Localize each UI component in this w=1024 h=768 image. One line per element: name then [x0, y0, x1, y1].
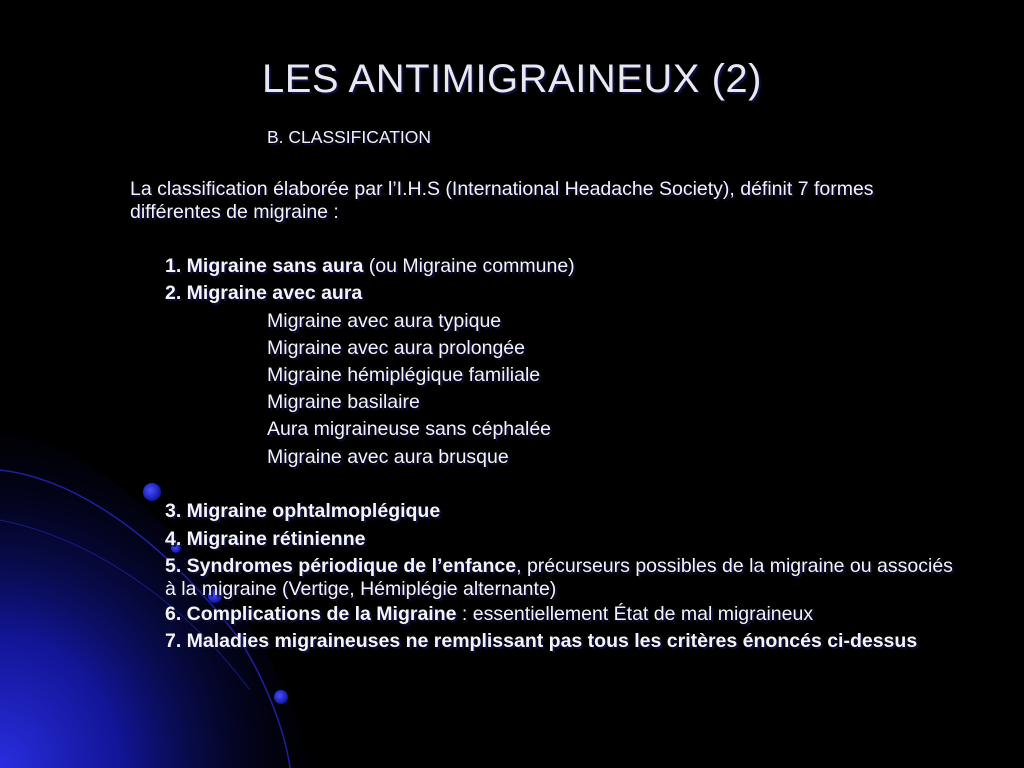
- slide-title: LES ANTIMIGRAINEUX (2): [262, 57, 762, 101]
- list-item-title: 5. Syndromes périodique de l’enfance: [165, 555, 517, 577]
- section-subtitle: B. CLASSIFICATION: [267, 127, 432, 147]
- list-item-detail: , précurseurs possibles de la migraine ou associés à la migraine (Vertige, Hémiplégie alternante): [165, 555, 953, 600]
- list-item: [165, 630, 945, 653]
- list-item: [165, 555, 965, 601]
- list-item: [165, 255, 575, 278]
- list-item: [165, 500, 440, 523]
- sub-list-item: Aura migraineuse sans céphalée: [267, 418, 552, 440]
- list-item: [165, 528, 365, 551]
- list-item: [165, 603, 813, 626]
- list-item-title: 6. Complications de la Migraine: [165, 603, 457, 625]
- list-item-title: 3. Migraine ophtalmoplégique: [165, 500, 441, 522]
- sub-list-item: Migraine basilaire: [267, 391, 420, 413]
- list-item-title: 4. Migraine rétinienne: [165, 528, 366, 550]
- sub-list-item: Migraine avec aura brusque: [267, 446, 509, 468]
- list-item: [165, 282, 362, 305]
- list-item-detail: : essentiellement État de mal migraineux: [456, 603, 814, 625]
- sub-list-item: Migraine hémiplégique familiale: [267, 364, 541, 386]
- list-item-title: 7. Maladies migraineuses ne remplissant pas tous les critères énoncés ci-dessus: [165, 630, 918, 652]
- list-item-title: 2. Migraine avec aura: [165, 282, 363, 304]
- sub-list-item: Migraine avec aura prolongée: [267, 337, 525, 359]
- intro-paragraph: La classification élaborée par l’I.H.S (International Headache Society), définit 7 formes différentes de migraine :: [130, 178, 874, 223]
- sub-list-item: Migraine avec aura typique: [267, 310, 502, 332]
- list-item-detail: (ou Migraine commune): [363, 255, 575, 277]
- list-item-title: 1. Migraine sans aura: [165, 255, 364, 277]
